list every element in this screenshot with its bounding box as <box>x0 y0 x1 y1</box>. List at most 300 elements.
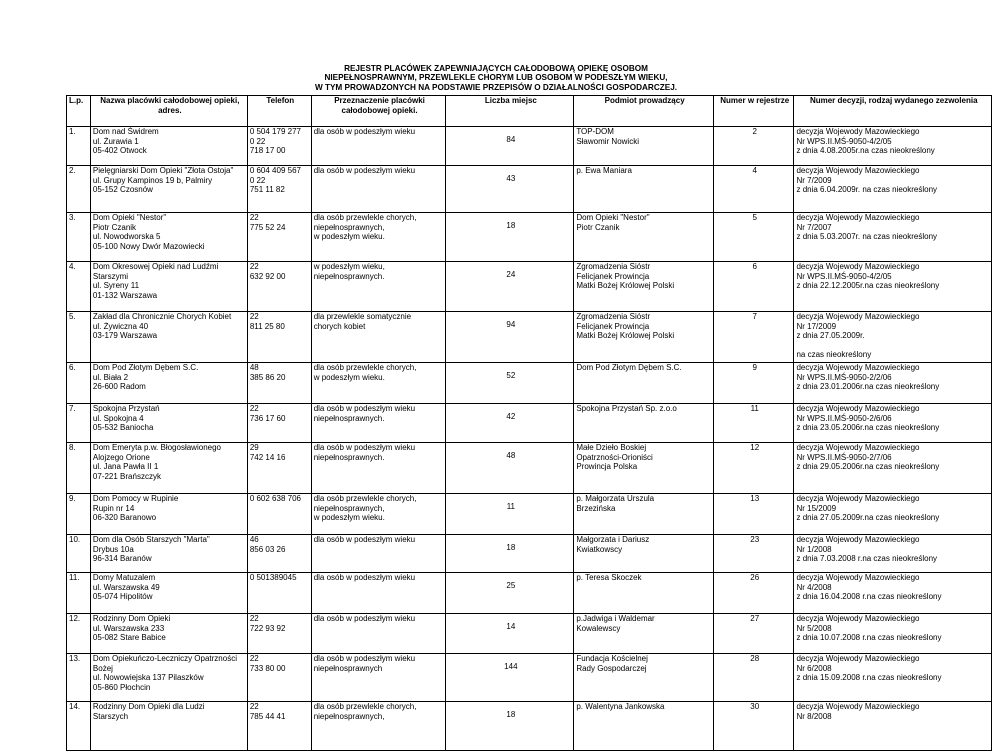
facility-name-address <box>90 535 247 573</box>
phone-cell <box>247 127 311 166</box>
cell-line: 05-532 Baniocha <box>92 423 154 433</box>
places-cell: 52 <box>446 363 574 404</box>
cell-line: Pielęgniarski Dom Opieki "Złota Ostoja" <box>92 166 234 175</box>
cell-line: Nr WPS.II.MŚ-9050-2/7/06 <box>796 452 892 462</box>
cell-line: 385 86 20 <box>249 372 286 382</box>
decision-cell <box>794 166 992 213</box>
cell-line: z dnia 23.01.2006r.na czas nieokreślony <box>796 382 940 392</box>
cell-line: z dnia 5.03.2007r. na czas nieokreślony <box>796 232 938 242</box>
decision-cell <box>794 127 992 166</box>
places-cell: 94 <box>446 312 574 363</box>
row-lp: 12. <box>67 614 91 654</box>
facility-name-address <box>90 312 247 363</box>
cell-line: ul. Warszawska 49 <box>92 582 160 592</box>
cell-line: z dnia 6.04.2009r. na czas nieokreślony <box>796 185 938 195</box>
cell-line: 811 25 80 <box>249 321 285 331</box>
cell-line: Rupin nr 14 <box>92 503 135 513</box>
facility-name-address <box>90 213 247 262</box>
cell-line: 856 03 26 <box>249 544 286 554</box>
row-lp: 11. <box>67 573 91 614</box>
decision-cell <box>794 614 992 654</box>
row-lp: 6. <box>67 363 91 404</box>
operator-cell <box>574 654 714 702</box>
purpose-cell <box>311 166 446 213</box>
cell-line: decyzja Wojewody Mazowieckiego <box>796 262 920 271</box>
operator-cell <box>574 312 714 363</box>
decision-cell <box>794 312 992 363</box>
decision-cell <box>794 702 992 751</box>
cell-line: Nr 1/2008 <box>796 544 832 554</box>
register-number-cell: 5 <box>713 213 794 262</box>
cell-line: Domy Matuzalem <box>92 573 156 582</box>
register-table <box>66 95 992 751</box>
facility-name-address <box>90 494 247 535</box>
phone-cell <box>247 654 311 702</box>
cell-line: dla osób w podeszłym wieku <box>313 654 416 663</box>
decision-cell <box>794 494 992 535</box>
cell-line: 22 <box>249 262 259 271</box>
table-row <box>67 404 992 443</box>
cell-line: dla osób przewlekle chorych, <box>313 363 417 372</box>
facility-name-address <box>90 363 247 404</box>
table-row <box>67 573 992 614</box>
cell-line: Dom Pod Złotym Dębem S.C. <box>576 363 682 372</box>
cell-line: z dnia 16.04.2008 r.na czas nieokreślony <box>796 592 942 602</box>
cell-line: Alojzego Orione <box>92 452 150 462</box>
phone-cell <box>247 312 311 363</box>
table-row <box>67 535 992 573</box>
operator-cell <box>574 573 714 614</box>
header-row <box>67 96 992 127</box>
cell-line: 01-132 Warszawa <box>92 290 158 300</box>
cell-line: Brzezińska <box>576 503 616 513</box>
purpose-cell <box>311 573 446 614</box>
table-row <box>67 614 992 654</box>
places-cell: 42 <box>446 404 574 443</box>
phone-cell <box>247 494 311 535</box>
phone-cell <box>247 702 311 751</box>
places-cell: 43 <box>446 166 574 213</box>
cell-line: 22 <box>249 614 259 623</box>
cell-line: 0 604 409 567 <box>249 166 301 175</box>
operator-cell <box>574 166 714 213</box>
cell-line: 05-074 Hipolitów <box>92 592 153 602</box>
cell-line: ul. Jana Pawła II 1 <box>92 462 159 472</box>
cell-line: Dom Opieki "Nestor" <box>576 213 650 222</box>
header-name: Nazwa placówki całodobowej opieki, adres. <box>90 96 247 127</box>
cell-line: Dom Opiekuńczo-Leczniczy Opatrzności <box>92 654 237 663</box>
cell-line: Nr 8/2008 <box>796 711 832 721</box>
cell-line: ul. Nowowiejska 137 Pilaszków <box>92 673 204 683</box>
cell-line: Fundacja Kościelnej <box>576 654 648 663</box>
phone-cell <box>247 614 311 654</box>
cell-line: Rady Gospodarczej <box>576 663 647 673</box>
cell-line: Dom Emeryta p.w. Błogosławionego <box>92 443 221 452</box>
row-lp: 10. <box>67 535 91 573</box>
purpose-cell <box>311 443 446 494</box>
cell-line: dla osób przewlekle chorych, <box>313 702 417 711</box>
cell-line: decyzja Wojewody Mazowieckiego <box>796 363 920 372</box>
cell-line: Nr 7/2009 <box>796 175 832 185</box>
register-number-cell: 26 <box>713 573 794 614</box>
facility-name-address <box>90 614 247 654</box>
decision-cell <box>794 654 992 702</box>
cell-line: TOP-DOM <box>576 127 614 136</box>
cell-line: Dom Pod Złotym Dębem S.C. <box>92 363 199 372</box>
cell-line: Rodzinny Dom Opieki <box>92 614 171 623</box>
cell-line: z dnia 27.05.2009r. <box>796 331 865 341</box>
operator-cell <box>574 614 714 654</box>
cell-line: 05-860 Płochcin <box>92 682 151 692</box>
cell-line: z dnia 10.07.2008 r.na czas nieokreślony <box>796 633 942 643</box>
register-number-cell: 6 <box>713 262 794 312</box>
cell-line: Starszymi <box>92 271 129 281</box>
places-cell: 144 <box>446 654 574 702</box>
cell-line: Piotr Czanik <box>92 222 137 232</box>
cell-line: na czas nieokreślony <box>796 350 872 360</box>
cell-line: 0 501389045 <box>249 573 297 582</box>
cell-line: Nr WPS.II.MŚ-9050-4/2/05 <box>796 271 892 281</box>
cell-line: ul. Żywiczna 40 <box>92 321 149 331</box>
cell-line: Dom Okresowej Opieki nad Ludźmi <box>92 262 219 271</box>
table-row <box>67 702 992 751</box>
cell-line: Bożej <box>92 663 113 673</box>
register-number-cell: 12 <box>713 443 794 494</box>
cell-line: Felicjanek Prowincja <box>576 321 650 331</box>
row-lp: 2. <box>67 166 91 213</box>
phone-cell <box>247 166 311 213</box>
cell-line: Zgromadzenia Sióstr <box>576 312 651 321</box>
cell-line: Nr 5/2008 <box>796 623 832 633</box>
row-lp: 7. <box>67 404 91 443</box>
decision-cell <box>794 535 992 573</box>
cell-line: z dnia 15.09.2008 r.na czas nieokreślony <box>796 673 942 683</box>
register-number-cell: 27 <box>713 614 794 654</box>
header-places: Liczba miejsc <box>446 96 574 127</box>
places-cell: 18 <box>446 213 574 262</box>
places-cell: 24 <box>446 262 574 312</box>
purpose-cell <box>311 494 446 535</box>
decision-cell <box>794 404 992 443</box>
title-line: NIEPEŁNOSPRAWNYM, PRZEWLEKLE CHORYM LUB OSOBOM W PODESZŁYM WIEKU, <box>324 73 668 83</box>
cell-line: 22 <box>249 654 259 663</box>
row-lp: 13. <box>67 654 91 702</box>
cell-line: Matki Bożej Królowej Polski <box>576 331 675 341</box>
cell-line: Piotr Czanik <box>576 222 620 232</box>
cell-line: 05-152 Czosnów <box>92 185 153 195</box>
cell-line: p. Walentyna Jankowska <box>576 702 665 711</box>
places-cell: 11 <box>446 494 574 535</box>
cell-line: 742 14 16 <box>249 452 286 462</box>
cell-line: z dnia 27.05.2009r.na czas nieokreślony <box>796 513 940 523</box>
phone-cell <box>247 443 311 494</box>
cell-line: 05-402 Otwock <box>92 146 147 156</box>
decision-cell <box>794 262 992 312</box>
cell-line: 785 44 41 <box>249 711 286 721</box>
cell-line: decyzja Wojewody Mazowieckiego <box>796 166 920 175</box>
cell-line: p. Małgorzata Urszula <box>576 494 655 503</box>
table-row <box>67 363 992 404</box>
cell-line: niepełnosprawnych. <box>313 452 385 462</box>
places-cell: 18 <box>446 702 574 751</box>
operator-cell <box>574 127 714 166</box>
decision-cell <box>794 363 992 404</box>
cell-line: dla przewlekle somatycznie <box>313 312 412 321</box>
cell-line: 05-082 Stare Babice <box>92 633 166 643</box>
cell-line: 0 22 <box>249 175 266 185</box>
cell-line: Dom Pomocy w Rupinie <box>92 494 179 503</box>
cell-line: Nr WPS.II.MŚ-9050-2/2/06 <box>796 372 892 382</box>
cell-line: 775 52 24 <box>249 222 286 232</box>
phone-cell <box>247 262 311 312</box>
purpose-cell <box>311 404 446 443</box>
cell-line: Rodzinny Dom Opieki dla Ludzi <box>92 702 205 711</box>
cell-line: dla osób przewlekle chorych, <box>313 213 417 222</box>
cell-line: w podeszłym wieku. <box>313 513 385 523</box>
cell-line: Starszych <box>92 711 129 721</box>
cell-line: Kwiatkowscy <box>576 544 623 554</box>
cell-line: dla osób w podeszłym wieku <box>313 573 416 582</box>
cell-line: Matki Bożej Królowej Polski <box>576 281 675 291</box>
header-phone: Telefon <box>247 96 311 127</box>
register-title <box>0 64 992 92</box>
cell-line: niepełnosprawnych. <box>313 413 385 423</box>
cell-line: dla osób w podeszłym wieku <box>313 127 416 136</box>
cell-line: z dnia 29.05.2006r.na czas nieokreślony <box>796 462 940 472</box>
cell-line: dla osób w podeszłym wieku <box>313 404 416 413</box>
cell-line: decyzja Wojewody Mazowieckiego <box>796 654 920 663</box>
header-lp: L.p. <box>67 96 91 127</box>
table-row <box>67 312 992 363</box>
cell-line: decyzja Wojewody Mazowieckiego <box>796 312 920 321</box>
cell-line: 0 504 179 277 <box>249 127 301 136</box>
cell-line: Drybus 10a <box>92 544 134 554</box>
cell-line: p. Teresa Skoczek <box>576 573 642 582</box>
cell-line: 03-179 Warszawa <box>92 331 158 341</box>
table-row <box>67 443 992 494</box>
phone-cell <box>247 363 311 404</box>
register-number-cell: 13 <box>713 494 794 535</box>
header-number: Numer w rejestrze <box>713 96 794 127</box>
cell-line: z dnia 7.03.2008 r.na czas nieokreślony <box>796 554 938 564</box>
cell-line: Opatrzności-Orioniści <box>576 452 653 462</box>
header-decision: Numer decyzji, rodzaj wydanego zezwolenia <box>794 96 992 127</box>
operator-cell <box>574 702 714 751</box>
row-lp: 14. <box>67 702 91 751</box>
cell-line: decyzja Wojewody Mazowieckiego <box>796 535 920 544</box>
cell-line: Spokojna Przystań <box>92 404 160 413</box>
cell-line: Nr 4/2008 <box>796 582 832 592</box>
cell-line: 07-221 Brańszczyk <box>92 471 161 481</box>
cell-line: w podeszłym wieku, <box>313 262 385 271</box>
cell-line: 48 <box>249 363 259 372</box>
cell-line: niepełnosprawnych. <box>313 271 385 281</box>
facility-name-address <box>90 702 247 751</box>
header-operator: Podmiot prowadzący <box>574 96 714 127</box>
cell-line: Nr WPS.II.MŚ-9050-2/6/06 <box>796 413 892 423</box>
cell-line: Felicjanek Prowincja <box>576 271 650 281</box>
register-number-cell: 28 <box>713 654 794 702</box>
cell-line: 0 22 <box>249 136 266 146</box>
operator-cell <box>574 443 714 494</box>
register-number-cell: 11 <box>713 404 794 443</box>
header-purpose: Przeznaczenie placówki całodobowej opieki. <box>311 96 446 127</box>
cell-line: z dnia 23.05.2006r.na czas nieokreślony <box>796 423 940 433</box>
facility-name-address <box>90 127 247 166</box>
purpose-cell <box>311 213 446 262</box>
cell-line: 0 602 638 706 <box>249 494 301 503</box>
cell-line: dla osób w podeszłym wieku <box>313 535 416 544</box>
cell-line: niepełnosprawnych, <box>313 711 385 721</box>
cell-line: w podeszłym wieku. <box>313 232 385 242</box>
table-row <box>67 494 992 535</box>
cell-line: Dom Opieki "Nestor" <box>92 213 167 222</box>
cell-line: decyzja Wojewody Mazowieckiego <box>796 494 920 503</box>
purpose-cell <box>311 312 446 363</box>
decision-cell <box>794 573 992 614</box>
cell-line: decyzja Wojewody Mazowieckiego <box>796 404 920 413</box>
phone-cell <box>247 535 311 573</box>
operator-cell <box>574 363 714 404</box>
table-row <box>67 654 992 702</box>
cell-line: ul. Biała 2 <box>92 372 129 382</box>
cell-line: dla osób w podeszłym wieku <box>313 614 416 623</box>
cell-line: ul. Warszawska 233 <box>92 623 165 633</box>
cell-line: Nr 17/2009 <box>796 321 837 331</box>
register-number-cell: 4 <box>713 166 794 213</box>
facility-name-address <box>90 262 247 312</box>
table-row <box>67 213 992 262</box>
cell-line: Prowincja Polska <box>576 462 638 472</box>
cell-line: 22 <box>249 312 259 321</box>
facility-name-address <box>90 654 247 702</box>
cell-line: Zakład dla Chronicznie Chorych Kobiet <box>92 312 232 321</box>
cell-line: dla osób w podeszłym wieku <box>313 443 416 452</box>
operator-cell <box>574 494 714 535</box>
row-lp: 9. <box>67 494 91 535</box>
cell-line: Nr 6/2008 <box>796 663 832 673</box>
cell-line: decyzja Wojewody Mazowieckiego <box>796 614 920 623</box>
cell-line: chorych kobiet <box>313 321 366 331</box>
cell-line: ul. Nowodworska 5 <box>92 232 161 242</box>
phone-cell <box>247 404 311 443</box>
operator-cell <box>574 213 714 262</box>
cell-line: ul. Żurawia 1 <box>92 136 139 146</box>
cell-line: niepełnosprawnych <box>313 663 383 673</box>
cell-line: ul. Grupy Kampinos 19 b, Palmiry <box>92 175 213 185</box>
title-line: W TYM PROWADZONYCH NA PODSTAWIE PRZEPISÓW O DZIAŁALNOŚCI GOSPODARCZEJ. <box>314 82 678 92</box>
table-row <box>67 262 992 312</box>
row-lp: 1. <box>67 127 91 166</box>
row-lp: 4. <box>67 262 91 312</box>
phone-cell <box>247 213 311 262</box>
cell-line: 46 <box>249 535 259 544</box>
cell-line: Nr 15/2009 <box>796 503 837 513</box>
places-cell: 14 <box>446 614 574 654</box>
purpose-cell <box>311 654 446 702</box>
facility-name-address <box>90 443 247 494</box>
register-number-cell: 2 <box>713 127 794 166</box>
purpose-cell <box>311 363 446 404</box>
register-number-cell: 9 <box>713 363 794 404</box>
cell-line: ul. Spokojna 4 <box>92 413 144 423</box>
cell-line: p. Ewa Maniara <box>576 166 632 175</box>
cell-line: Nr WPS.II.MŚ-9050-4/2/05 <box>796 136 892 146</box>
cell-line: 29 <box>249 443 259 452</box>
table-row <box>67 166 992 213</box>
cell-line: 06-320 Baranowo <box>92 513 157 523</box>
cell-line: z dnia 22.12.2005r.na czas nieokreślony <box>796 281 940 291</box>
cell-line: 751 11 82 <box>249 185 285 195</box>
cell-line: dla osób w podeszłym wieku <box>313 166 416 175</box>
table-row <box>67 127 992 166</box>
cell-line: 632 92 00 <box>249 271 286 281</box>
cell-line <box>796 341 991 351</box>
purpose-cell <box>311 614 446 654</box>
places-cell: 25 <box>446 573 574 614</box>
cell-line: decyzja Wojewody Mazowieckiego <box>796 213 920 222</box>
cell-line: Nr 7/2007 <box>796 222 832 232</box>
places-cell: 84 <box>446 127 574 166</box>
purpose-cell <box>311 535 446 573</box>
register-number-cell: 7 <box>713 312 794 363</box>
cell-line: 22 <box>249 702 259 711</box>
cell-line: 22 <box>249 404 259 413</box>
cell-line: 05-100 Nowy Dwór Mazowiecki <box>92 241 205 251</box>
cell-line: Sławomir Nowicki <box>576 136 639 146</box>
row-lp: 3. <box>67 213 91 262</box>
cell-line: dla osób przewlekle chorych, <box>313 494 417 503</box>
operator-cell <box>574 535 714 573</box>
cell-line: 736 17 60 <box>249 413 286 423</box>
facility-name-address <box>90 573 247 614</box>
cell-line: 96-314 Baranów <box>92 554 152 564</box>
operator-cell <box>574 404 714 443</box>
row-lp: 8. <box>67 443 91 494</box>
facility-name-address <box>90 404 247 443</box>
cell-line: 22 <box>249 213 259 222</box>
purpose-cell <box>311 262 446 312</box>
cell-line: w podeszłym wieku. <box>313 372 385 382</box>
cell-line: decyzja Wojewody Mazowieckiego <box>796 443 920 452</box>
register-number-cell: 30 <box>713 702 794 751</box>
register-number-cell: 23 <box>713 535 794 573</box>
operator-cell <box>574 262 714 312</box>
cell-line: Zgromadzenia Sióstr <box>576 262 651 271</box>
facility-name-address <box>90 166 247 213</box>
places-cell: 48 <box>446 443 574 494</box>
decision-cell <box>794 443 992 494</box>
cell-line: niepełnosprawnych, <box>313 503 385 513</box>
cell-line: Małe Dzieło Boskiej <box>576 443 647 452</box>
cell-line: Małgorzata i Dariusz <box>576 535 650 544</box>
cell-line: Spokojna Przystań Sp. z.o.o <box>576 404 677 413</box>
cell-line: decyzja Wojewody Mazowieckiego <box>796 573 920 582</box>
cell-line: 26-600 Radom <box>92 382 146 392</box>
title-line: REJESTR PLACÓWEK ZAPEWNIAJĄCYCH CAŁODOBOWĄ OPIEKĘ OSOBOM <box>344 64 648 73</box>
decision-cell <box>794 213 992 262</box>
cell-line: 718 17 00 <box>249 146 286 156</box>
cell-line: Kowalewscy <box>576 623 621 633</box>
row-lp: 5. <box>67 312 91 363</box>
cell-line: 733 80 00 <box>249 663 286 673</box>
cell-line: ul. Syreny 11 <box>92 281 140 291</box>
purpose-cell <box>311 702 446 751</box>
cell-line: Dom nad Świdrem <box>92 127 159 136</box>
places-cell: 18 <box>446 535 574 573</box>
cell-line: niepełnosprawnych, <box>313 222 385 232</box>
purpose-cell <box>311 127 446 166</box>
